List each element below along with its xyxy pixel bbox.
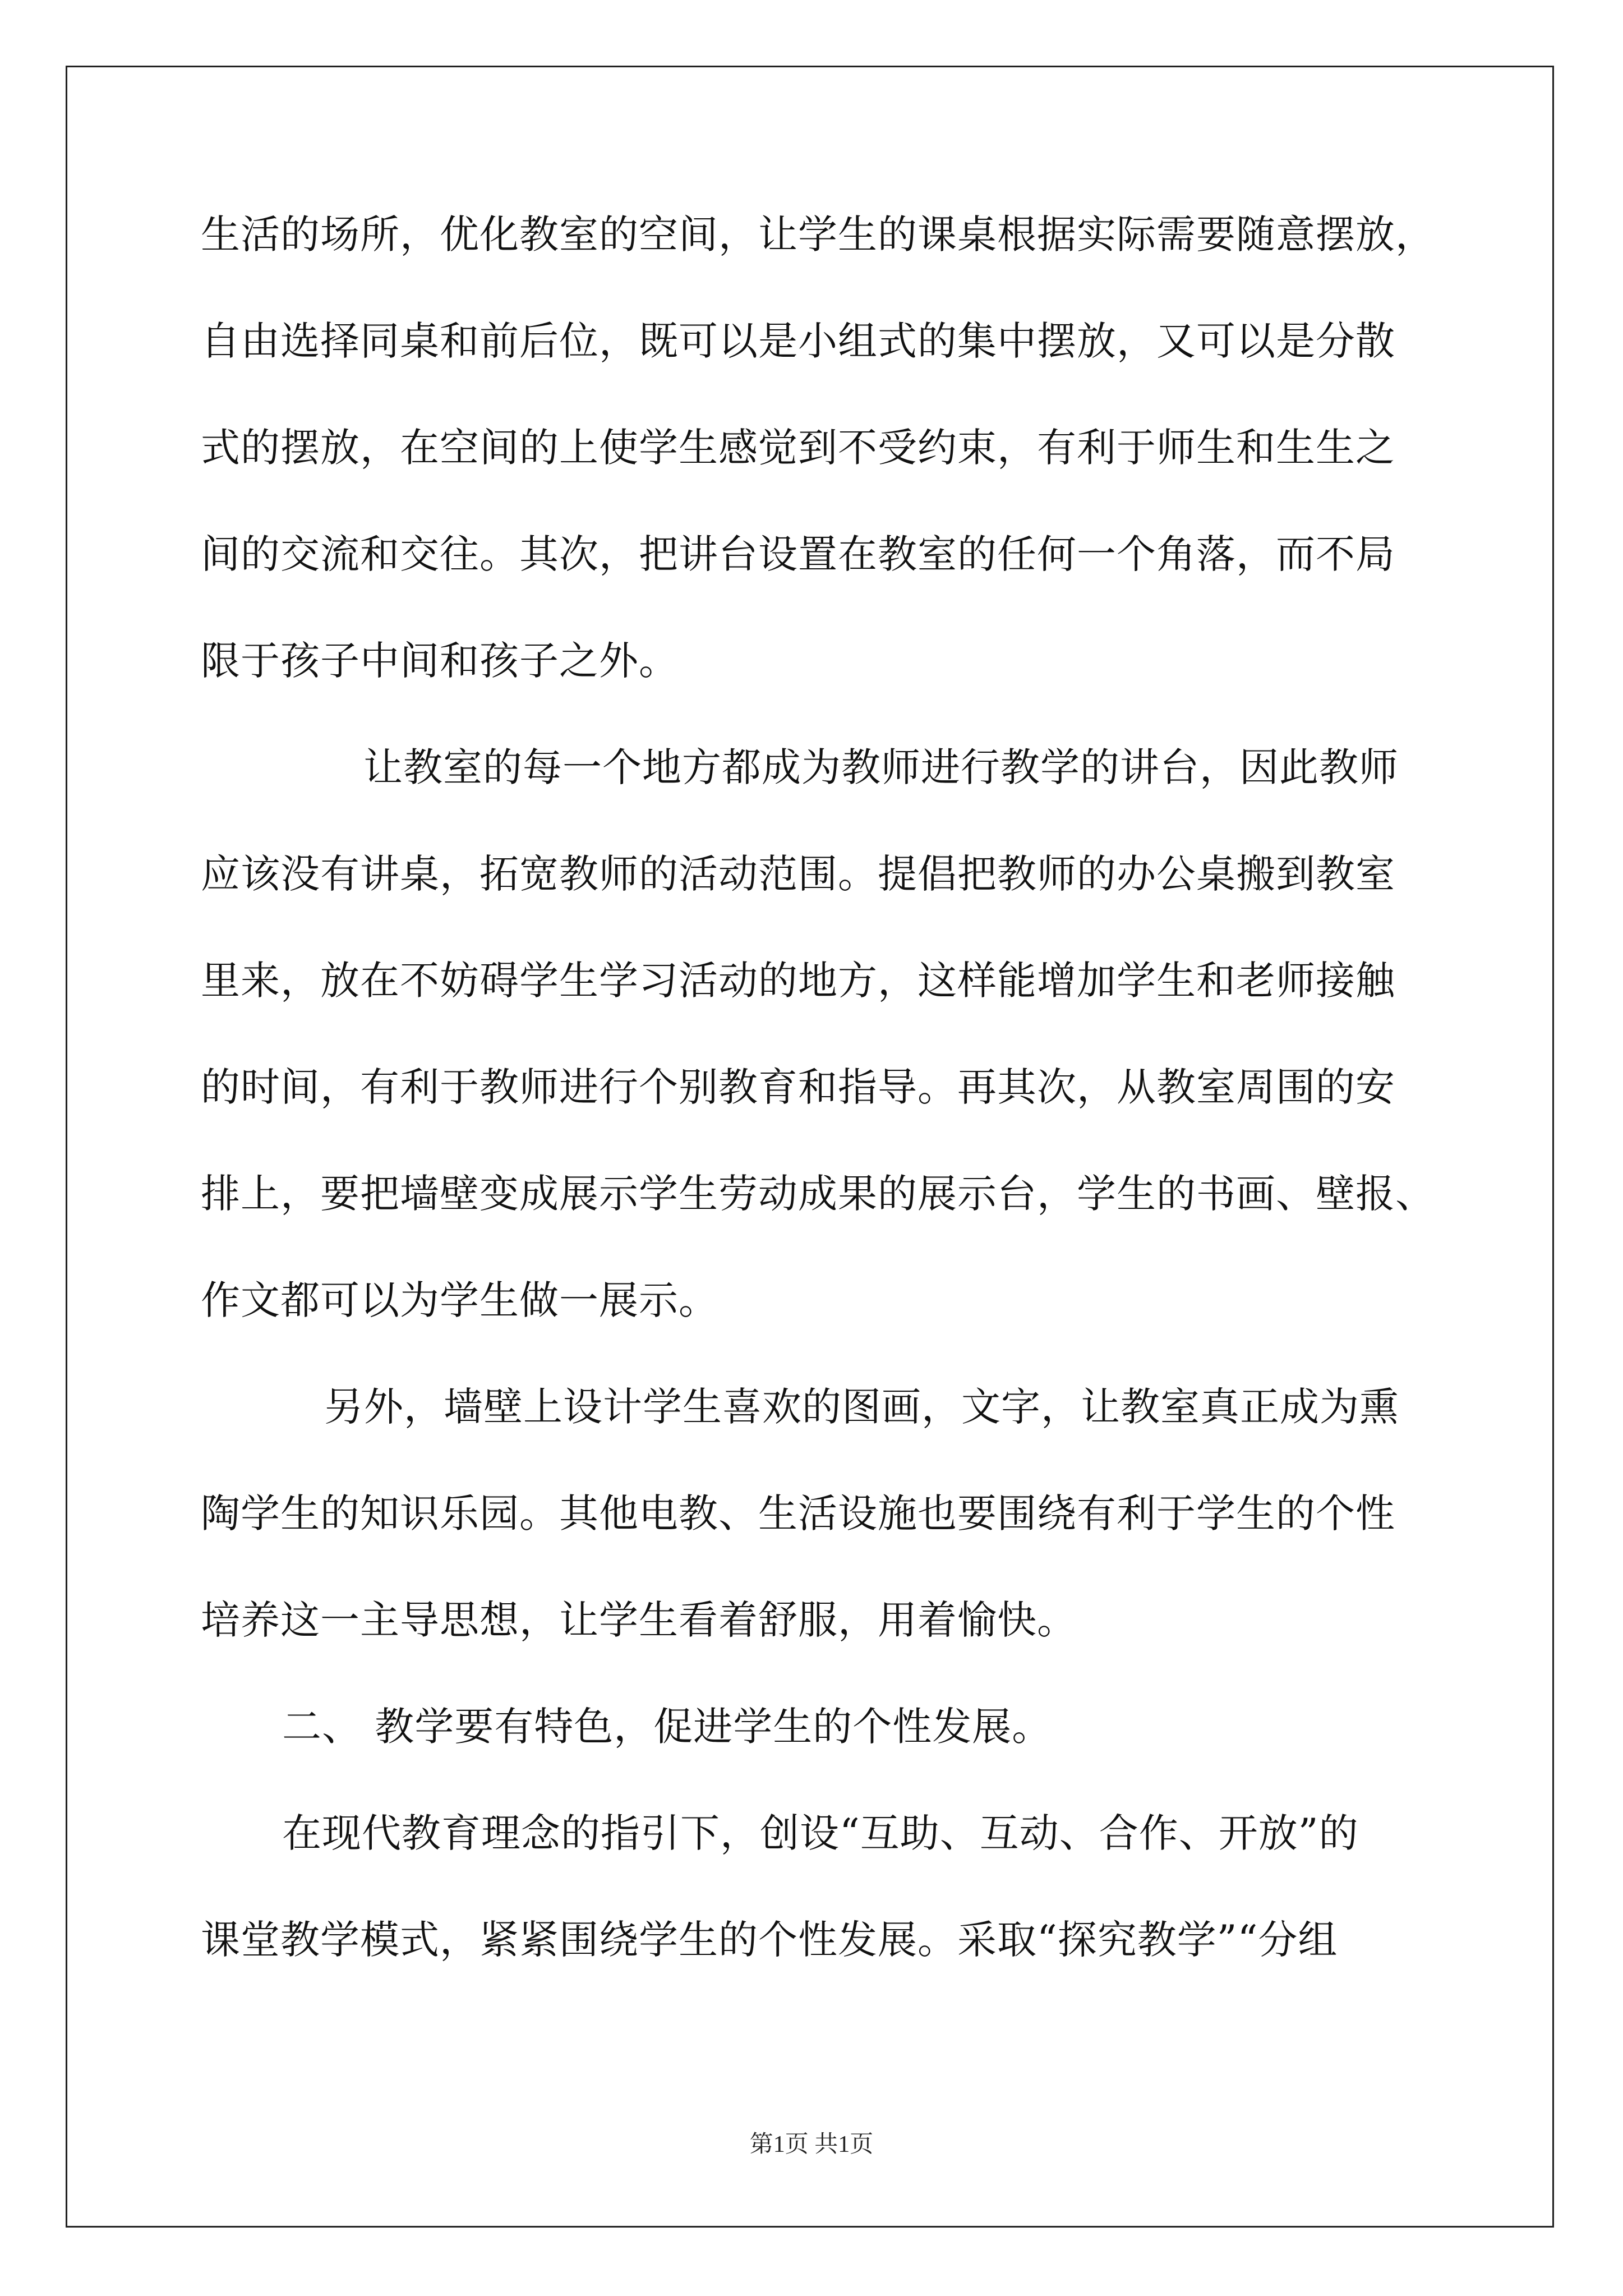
paragraph-5-line-1: 在现代教育理念的指引下，创设“互助、互动、合作、开放”的 [282,1810,1359,1856]
paragraph-2-line-5: 排上，要把墙壁变成展示学生劳动成果的展示台，学生的书画、壁报、 [201,1171,1435,1217]
paragraph-3-line-1: 另外，墙壁上设计学生喜欢的图画，文字，让教室真正成为熏 [324,1384,1399,1430]
paragraph-5-line-2: 课堂教学模式，紧紧围绕学生的个性发展。采取“探究教学”“分组 [201,1917,1338,1963]
document-body [201,206,1491,2091]
paragraph-1-line-4: 间的交流和交往。其次，把讲台设置在教室的任何一个角落，而不局 [201,531,1395,577]
paragraph-3-line-2: 陶学生的知识乐园。其他电教、生活设施也要围绕有利于学生的个性 [201,1490,1395,1536]
paragraph-1-line-1: 生活的场所，优化教室的空间，让学生的课桌根据实际需要随意摆放， [201,211,1435,257]
paragraph-2-line-2: 应该没有讲桌，拓宽教师的活动范围。提倡把教师的办公桌搬到教室 [201,851,1395,897]
paragraph-3-line-3: 培养这一主导思想，让学生看着舒服，用着愉快。 [201,1597,1077,1643]
page-footer: 第1页 共1页 [749,2132,874,2157]
paragraph-1-line-5: 限于孩子中间和孩子之外。 [201,638,679,684]
paragraph-2-line-6: 作文都可以为学生做一展示。 [201,1277,718,1323]
paragraph-1-line-2: 自由选择同桌和前后位，既可以是小组式的集中摆放，又可以是分散 [201,318,1395,364]
paragraph-1-line-3: 式的摆放，在空间的上使学生感觉到不受约束，有利于师生和生生之 [201,425,1395,471]
paragraph-2-line-3: 里来，放在不妨碍学生学习活动的地方，这样能增加学生和老师接触 [201,958,1395,1004]
paragraph-2-line-1: 让教室的每一个地方都成为教师进行教学的讲台，因此教师 [363,744,1399,790]
section-heading: 二、 教学要有特色，促进学生的个性发展。 [282,1704,1052,1750]
paragraph-2-line-4: 的时间，有利于教师进行个别教育和指导。再其次，从教室周围的安 [201,1064,1395,1110]
